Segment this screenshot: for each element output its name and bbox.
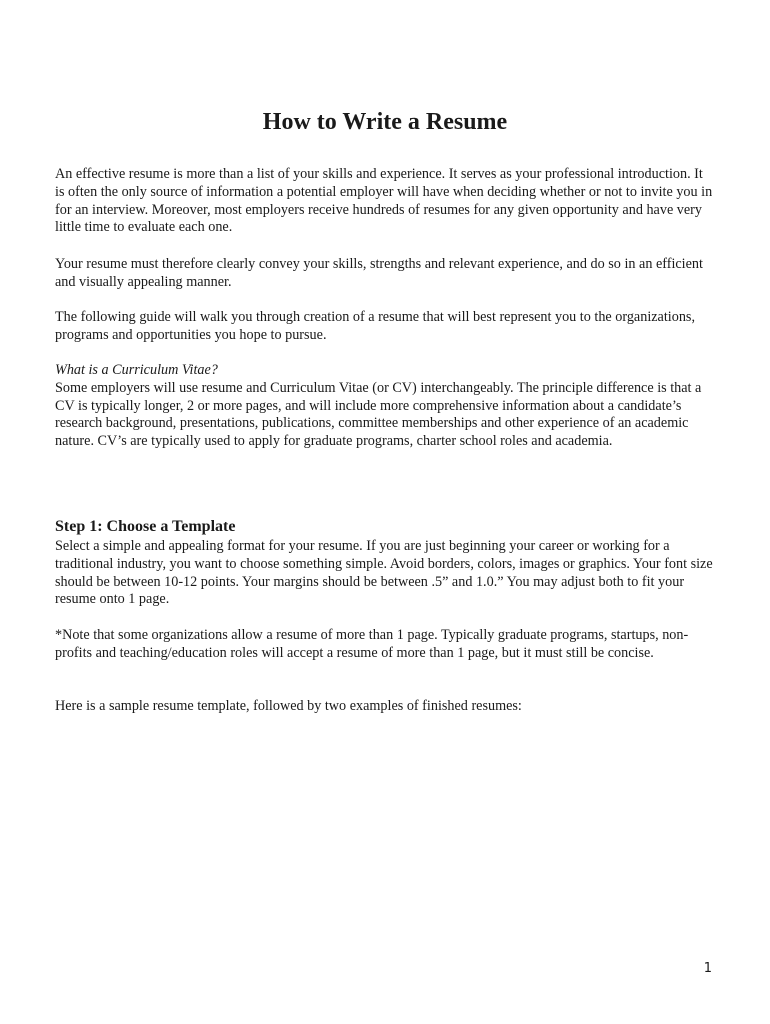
step1-paragraph-1 [55, 538, 715, 609]
intro-paragraph-1 [55, 166, 715, 237]
document-title: How to Write a Resume [262, 109, 508, 135]
cv-paragraph: Some employers will use resume and Curriculum Vitae (or CV) interchangeably. The principle difference is that a CV is typically longer, 2 or more pages, and will include more comprehensive information about a candidate’s research background, presentations, publications, committee memberships and other experience of an academic nature. CV’s are typically used to apply for graduate programs, charter school roles and academia. [55, 379, 702, 450]
page-number: 1 [703, 961, 712, 976]
paragraph-text: Here is a sample resume template, followed by two examples of finished resumes: [55, 698, 522, 714]
step1-heading: Step 1: Choose a Template [55, 518, 236, 535]
cv-heading: What is a Curriculum Vitae? [55, 362, 218, 378]
intro-paragraph-2 [55, 256, 715, 292]
paragraph-text: *Note that some organizations allow a resume of more than 1 page. Typically graduate programs, startups, non-profits and teaching/education roles will accept a resume of more than 1 page, but it must still be concise. [55, 627, 689, 661]
paragraph-text: Your resume must therefore clearly convey your skills, strengths and relevant experience, and do so in an efficient and visually appealing manner. [55, 256, 703, 290]
step1-paragraph-2 [55, 627, 715, 663]
step1-paragraph-3 [55, 698, 715, 716]
paragraph-text: Select a simple and appealing format for your resume. If you are just beginning your career or working for a traditional industry, you want to choose something simple. Avoid borders, colors, images or graphics. Your font size should be between 10-12 points. Your margins should be between .5” and 1.0.” You may adjust both to fit your resume onto 1 page. [55, 538, 713, 608]
paragraph-text: The following guide will walk you through creation of a resume that will best represent you to the organizations, programs and opportunities you hope to pursue. [55, 309, 695, 343]
paragraph-text: An effective resume is more than a list of your skills and experience. It serves as your professional introduction. It is often the only source of information a potential employer will have when deciding whether or not to invite you in for an interview. Moreover, most employers receive hundreds of resumes for any given opportunity and have very little time to evaluate each one. [55, 166, 713, 236]
cv-section [55, 362, 715, 451]
intro-paragraph-3 [55, 309, 715, 345]
